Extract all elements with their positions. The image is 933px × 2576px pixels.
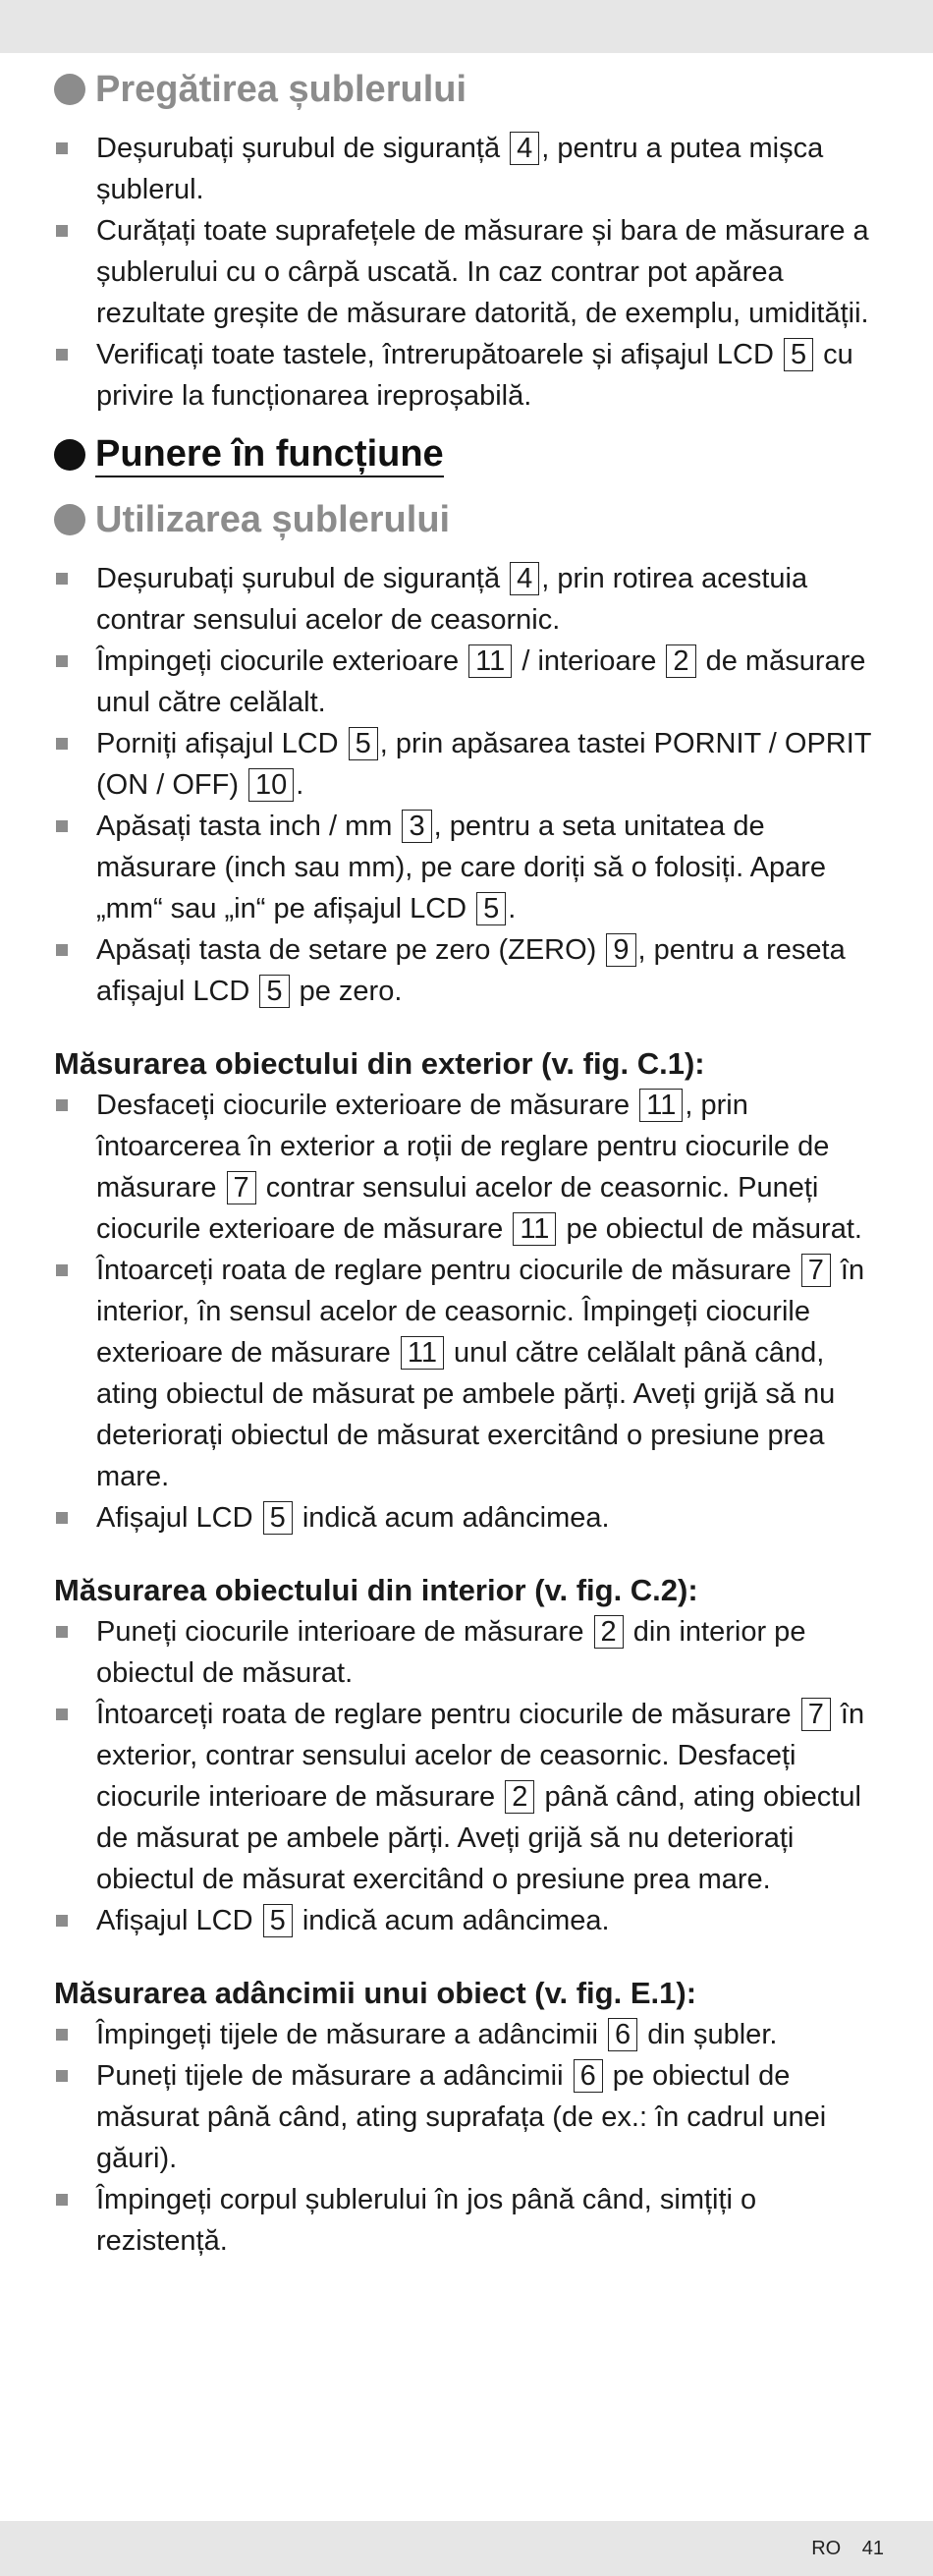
part-number-box: 4 — [510, 132, 539, 165]
part-number-box: 2 — [505, 1780, 534, 1814]
part-number-box: 2 — [594, 1615, 624, 1649]
part-number-box: 5 — [259, 975, 289, 1008]
part-number-box: 6 — [574, 2059, 603, 2093]
part-number-box: 9 — [606, 933, 635, 967]
part-number-box: 10 — [248, 768, 294, 802]
part-number-box: 4 — [510, 562, 539, 595]
list-item: Puneți ciocurile interioare de măsurare 2 din interior pe obiectul de măsurat. — [54, 1611, 879, 1694]
part-number-box: 5 — [349, 727, 378, 760]
part-number-box: 5 — [263, 1904, 293, 1937]
part-number-box: 11 — [513, 1212, 556, 1246]
part-number-box: 5 — [784, 338, 813, 371]
language-code: RO — [811, 2538, 842, 2559]
subheading-exterior: Măsurarea obiectului din exterior (v. fig. C.1): — [54, 1046, 705, 1081]
subheading-adancime: Măsurarea adâncimii unui obiect (v. fig. E.1): — [54, 1976, 697, 2010]
bullet-dot-icon — [54, 74, 85, 105]
list-item: Afișajul LCD 5 indică acum adâncimea. — [54, 1497, 879, 1539]
list-item: Împingeți tijele de măsurare a adâncimii 6 din șubler. — [54, 2014, 879, 2055]
part-number-box: 7 — [801, 1254, 831, 1287]
bullet-dot-icon — [54, 504, 85, 535]
section-heading-utilizarea: Utilizarea șublerului — [54, 493, 879, 546]
part-number-box: 11 — [468, 644, 512, 678]
part-number-box: 6 — [608, 2018, 637, 2051]
list-item: Desfaceți ciocurile exterioare de măsurare 11 , prin întoarcerea în exterior a roții de reglare pentru ciocurile de măsurare 7 contrar sensului acelor de ceasornic. Puneți ciocurile exterioare de măsurare 11 pe obiectul de măsurat. — [54, 1085, 879, 1250]
list-item: Împingeți ciocurile exterioare 11 / interioare 2 de măsurare unul către celălalt. — [54, 641, 879, 723]
part-number-box: 11 — [639, 1089, 683, 1122]
part-number-box: 5 — [263, 1501, 293, 1535]
subheading-interior: Măsurarea obiectului din interior (v. fig. C.2): — [54, 1573, 698, 1607]
part-number-box: 5 — [476, 892, 506, 925]
list-item: Puneți tijele de măsurare a adâncimii 6 pe obiectul de măsurat până când, ating suprafața (de ex.: în cadrul unei găuri). — [54, 2055, 879, 2179]
page-footer — [796, 2523, 884, 2574]
part-number-box: 3 — [402, 810, 431, 843]
list-item: Verificați toate tastele, întrerupătoarele și afișajul LCD 5 cu privire la funcționarea ireproșabilă. — [54, 334, 879, 417]
list-item: Întoarceți roata de reglare pentru ciocurile de măsurare 7 în exterior, contrar sensului acelor de ceasornic. Desfaceți ciocurile interioare de măsurare 2 până când, ating obiectul de măsurat pe ambele părți. Aveți grijă să nu deteriorați obiectul de măsurat exercitând o presiune prea mare. — [54, 1694, 879, 1900]
list-item: Porniți afișajul LCD 5 , prin apăsarea tastei PORNIT / OPRIT (ON / OFF) 10 . — [54, 723, 879, 806]
list-interior — [54, 1611, 879, 1941]
part-number-box: 7 — [801, 1698, 831, 1731]
part-number-box: 7 — [227, 1171, 256, 1204]
list-pregatirea — [54, 128, 879, 417]
list-item: Afișajul LCD 5 indică acum adâncimea. — [54, 1900, 879, 1941]
bullet-dot-icon — [54, 439, 85, 471]
list-item: Apăsați tasta de setare pe zero (ZERO) 9 , pentru a reseta afișajul LCD 5 pe zero. — [54, 929, 879, 1012]
page-content — [54, 63, 879, 2262]
list-exterior — [54, 1085, 879, 1539]
top-bar — [0, 0, 933, 53]
list-item: Împingeți corpul șublerului în jos până când, simțiți o rezistență. — [54, 2179, 879, 2262]
list-utilizarea — [54, 558, 879, 1012]
part-number-box: 2 — [666, 644, 695, 678]
list-item: Întoarceți roata de reglare pentru ciocurile de măsurare 7 în interior, în sensul acelor de ceasornic. Împingeți ciocurile exterioare de măsurare 11 unul către celălalt până când, ating obiectul de măsurat pe ambele părți. Aveți grijă să nu deteriorați obiectul de măsurat exercitând o presiune prea mare. — [54, 1250, 879, 1497]
list-item: Deșurubați șurubul de siguranță 4 , prin rotirea acestuia contrar sensului acelor de ceasornic. — [54, 558, 879, 641]
page-number: 41 — [861, 2538, 884, 2559]
part-number-box: 11 — [401, 1336, 444, 1370]
bottom-bar — [0, 2521, 933, 2576]
list-adancime — [54, 2014, 879, 2262]
list-item: Deșurubați șurubul de siguranță 4 , pentru a putea mișca șublerul. — [54, 128, 879, 210]
list-item: Apăsați tasta inch / mm 3 , pentru a seta unitatea de măsurare (inch sau mm), pe care doriți să o folosiți. Apare „mm“ sau „in“ pe afișajul LCD 5 . — [54, 806, 879, 929]
list-item: Curățați toate suprafețele de măsurare și bara de măsurare a șublerului cu o cârpă uscată. In caz contrar pot apărea rezultate greșite de măsurare datorită, de exemplu, umidității. — [54, 210, 879, 334]
section-heading-punere: Punere în funcțiune — [54, 428, 879, 481]
section-heading-pregatirea: Pregătirea șublerului — [54, 63, 879, 116]
